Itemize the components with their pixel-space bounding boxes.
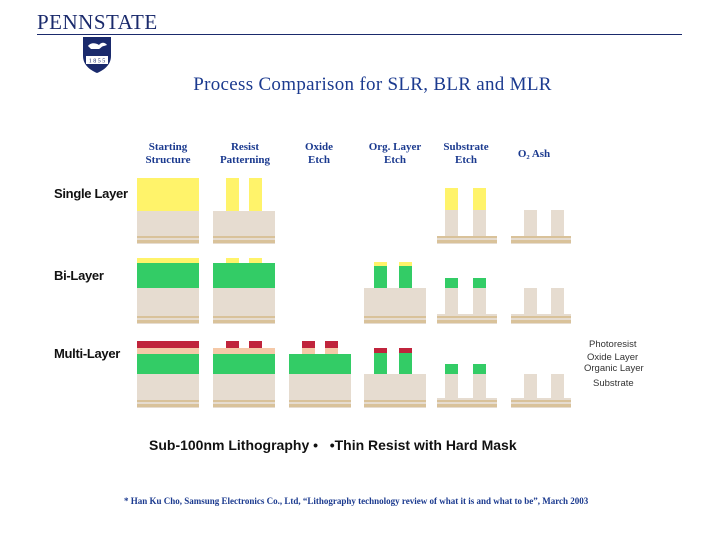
bl-pattern-pillar [249, 258, 262, 263]
bl-ash-pillar [524, 288, 537, 314]
ml-start-resist [137, 341, 199, 348]
sl-start-substrate [137, 211, 199, 244]
sl-ash-pillar [524, 210, 537, 236]
ml-sub-cap [445, 364, 458, 374]
ml-oxide-stripe [289, 404, 351, 407]
ml-ash-stripe [511, 404, 571, 407]
ml-pattern-pillar [249, 341, 262, 348]
column-header-line: Etch [455, 154, 477, 166]
bl-org-pillar [374, 266, 387, 288]
bl-ash-pillar [551, 288, 564, 314]
sl-pattern-pillar [226, 178, 239, 211]
ml-start-oxide [137, 348, 199, 354]
ml-pattern-stripe [213, 400, 275, 402]
ml-org-stripe [364, 404, 426, 407]
sl-sub-cap [445, 188, 458, 210]
ml-pattern-substrate [213, 374, 275, 408]
ml-org-cap [399, 348, 412, 353]
bl-org-cap [374, 262, 387, 266]
ml-sub-stripe [437, 404, 497, 407]
bl-sub-cap [473, 278, 486, 288]
ml-ash-pillar [551, 374, 564, 398]
bl-org-cap [399, 262, 412, 266]
bl-sub-stripe [437, 320, 497, 323]
sl-start-stripe [137, 236, 199, 238]
shield-year: 1 8 5 5 [88, 58, 106, 65]
row-label-multi-layer: Multi-Layer [54, 346, 121, 361]
bl-ash-stripe [511, 320, 571, 323]
bl-sub-cap [445, 278, 458, 288]
column-header-line: Starting [148, 141, 188, 153]
sl-pattern-pillar [249, 178, 262, 211]
bl-start-stripe [137, 320, 199, 323]
row-label-bi-layer: Bi-Layer [54, 268, 104, 283]
sl-pattern-substrate [213, 211, 275, 244]
ml-sub-pillar [445, 374, 458, 398]
ml-pattern-organic [213, 354, 275, 374]
ml-oxide-substrate [289, 374, 351, 408]
ml-pattern-oxide [213, 348, 275, 354]
ml-sub-pillar [473, 374, 486, 398]
bl-sub-pillar [473, 288, 486, 314]
column-header-line: Etch [384, 154, 406, 166]
row-label-single-layer: Single Layer [54, 186, 128, 201]
sl-sub-stripe [437, 236, 497, 238]
ml-sub-stripe [437, 400, 497, 402]
sl-start-stripe [137, 240, 199, 243]
ml-ash-stripe [511, 400, 571, 402]
bl-org-substrate [364, 288, 426, 324]
ml-org-cap [374, 348, 387, 353]
ml-oxide-mask [302, 348, 315, 354]
ml-org-pillar [374, 353, 387, 374]
bl-start-stripe [137, 316, 199, 318]
ml-org-pillar [399, 353, 412, 374]
ml-oxide-cap [302, 341, 315, 348]
sl-sub-cap [473, 188, 486, 210]
column-header-line: Substrate [443, 141, 489, 153]
bl-sub-pillar [445, 288, 458, 314]
legend-organic-layer: Organic Layer [584, 363, 644, 374]
ml-ash-pillar [524, 374, 537, 398]
ml-pattern-stripe [213, 404, 275, 407]
sl-sub-pillar [445, 210, 458, 236]
bottom-caption: Sub-100nm Lithography • •Thin Resist with Hard Mask [149, 437, 517, 453]
legend-oxide-layer: Oxide Layer [587, 352, 639, 363]
column-header-line: Org. Layer [368, 141, 422, 153]
ml-start-stripe [137, 404, 199, 407]
slide-title: Process Comparison for SLR, BLR and MLR [193, 74, 552, 95]
sl-pattern-stripe [213, 240, 275, 243]
citation: * Han Ku Cho, Samsung Electronics Co., Ltd, “Lithography technology review of what it is and what to be”, March 2003 [124, 496, 589, 506]
sl-sub-stripe [437, 240, 497, 243]
column-header-line: Oxide [304, 141, 334, 153]
bl-pattern-organic [213, 263, 275, 288]
column-header-line: Structure [145, 154, 191, 166]
pennstate-wordmark: PENNSTATE [37, 10, 158, 34]
ml-org-substrate [364, 374, 426, 408]
ml-start-organic [137, 354, 199, 374]
sl-ash-pillar [551, 210, 564, 236]
column-header-line: Resist [230, 141, 260, 153]
bl-ash-stripe [511, 316, 571, 318]
legend-substrate: Substrate [593, 378, 634, 389]
bl-start-substrate [137, 288, 199, 324]
sl-start-resist [137, 178, 199, 211]
bl-pattern-substrate [213, 288, 275, 324]
bl-sub-stripe [437, 316, 497, 318]
ml-org-stripe [364, 400, 426, 402]
ml-pattern-pillar [226, 341, 239, 348]
column-header-line: Etch [308, 154, 330, 166]
sl-ash-stripe [511, 236, 571, 238]
bl-org-stripe [364, 316, 426, 318]
bl-start-organic [137, 263, 199, 288]
ml-start-substrate [137, 374, 199, 408]
bl-pattern-pillar [226, 258, 239, 263]
bl-org-pillar [399, 266, 412, 288]
ml-start-stripe [137, 400, 199, 402]
column-header-line: Patterning [219, 154, 271, 166]
ml-oxide-organic [289, 354, 351, 374]
ml-sub-cap [473, 364, 486, 374]
column-header-line: O₂ Ash [517, 148, 551, 160]
ml-oxide-mask [325, 348, 338, 354]
sl-ash-stripe [511, 240, 571, 243]
ml-oxide-stripe [289, 400, 351, 402]
sl-pattern-stripe [213, 236, 275, 238]
sl-sub-pillar [473, 210, 486, 236]
bl-pattern-stripe [213, 320, 275, 323]
bl-org-stripe [364, 320, 426, 323]
bl-start-resist [137, 258, 199, 263]
ml-oxide-cap [325, 341, 338, 348]
legend-photoresist: Photoresist [589, 339, 637, 350]
bl-pattern-stripe [213, 316, 275, 318]
